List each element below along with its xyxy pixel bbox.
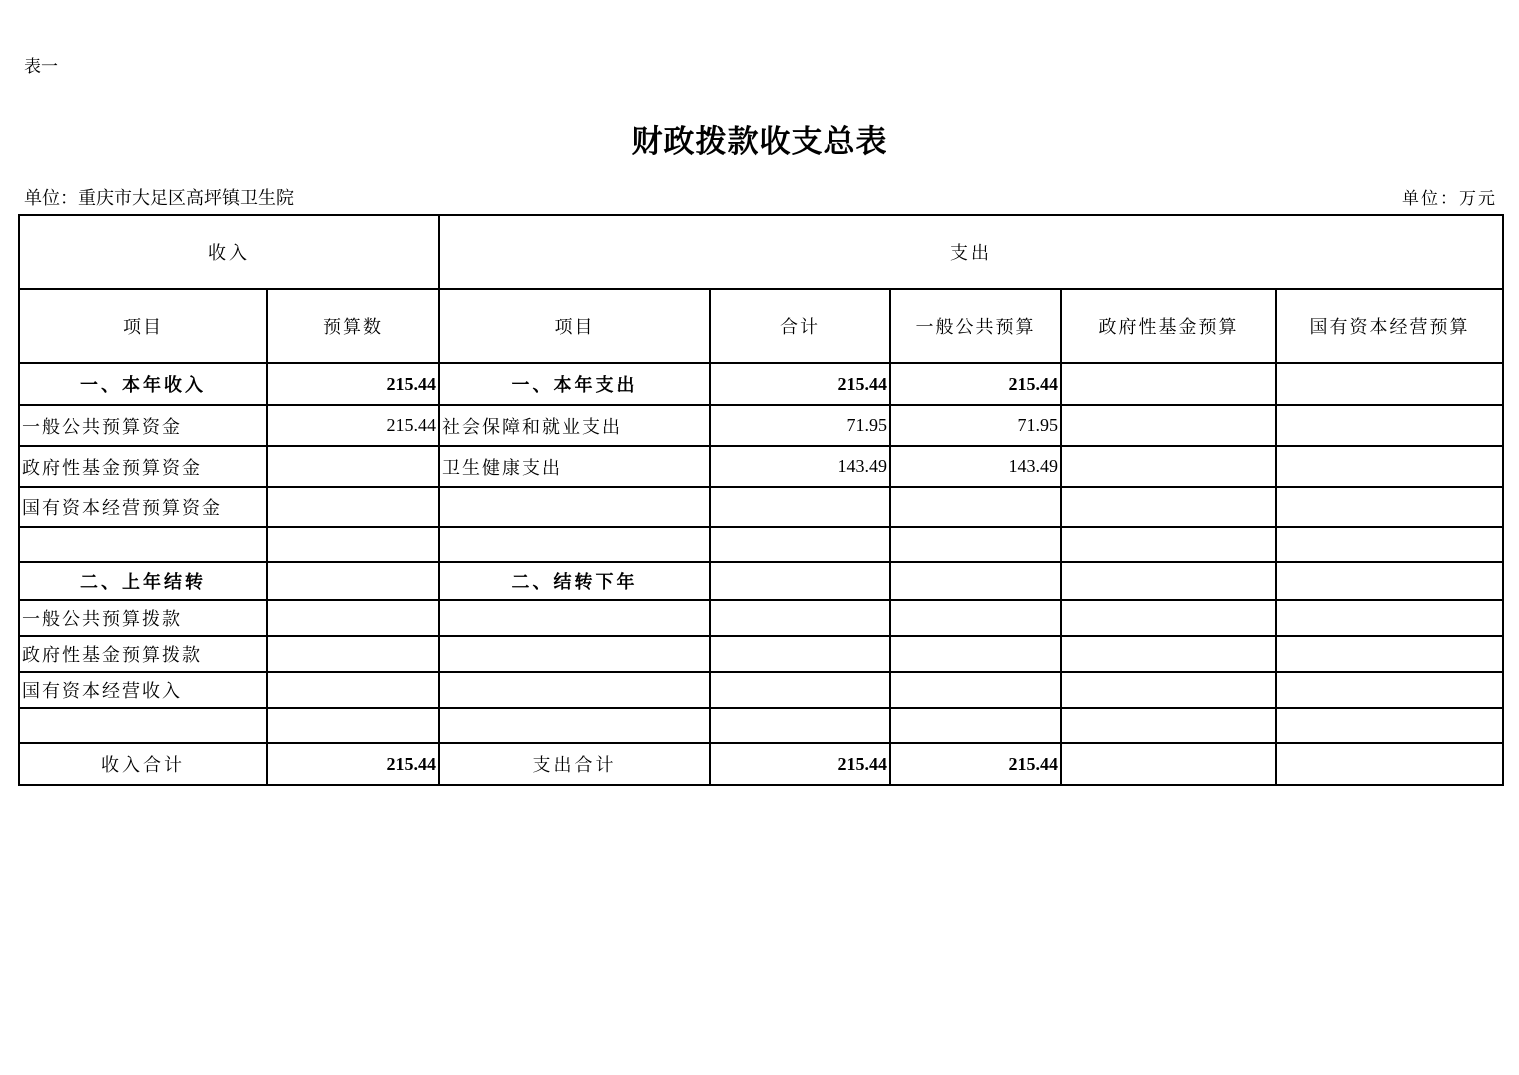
expense-total — [710, 527, 890, 562]
table-label: 表一 — [24, 57, 58, 77]
unit-currency: 单位：万元 — [1402, 189, 1497, 209]
general-budget-value: 71.95 — [890, 405, 1061, 446]
state-capital-value — [1276, 562, 1503, 600]
total-row — [19, 743, 1503, 785]
state-capital-value — [1276, 527, 1503, 562]
income-section: 一、本年收入 — [19, 363, 267, 405]
expense-item — [439, 672, 710, 708]
fund-budget-value — [1061, 636, 1276, 672]
expense-total — [710, 672, 890, 708]
general-budget-value — [890, 487, 1061, 527]
general-budget-value — [890, 708, 1061, 743]
expense-item — [439, 527, 710, 562]
income-amount: 215.44 — [267, 405, 439, 446]
page-title: 财政拨款收支总表 — [631, 124, 888, 160]
expense-section: 二、结转下年 — [439, 562, 710, 600]
fund-budget-value — [1061, 527, 1276, 562]
state-capital-value — [1276, 363, 1503, 405]
fund-budget-value — [1061, 600, 1276, 636]
income-amount — [267, 708, 439, 743]
fund-budget-value — [1061, 672, 1276, 708]
income-item: 政府性基金预算拨款 — [19, 636, 267, 672]
col-header-income-item: 项目 — [19, 289, 267, 363]
general-budget-value — [890, 600, 1061, 636]
col-header-state-capital-budget: 国有资本经营预算 — [1276, 289, 1503, 363]
header-group-row — [19, 215, 1503, 289]
expense-total — [710, 562, 890, 600]
header-column-row — [19, 289, 1503, 363]
income-amount — [267, 636, 439, 672]
expense-total — [710, 487, 890, 527]
expense-total: 143.49 — [710, 446, 890, 487]
state-capital-value — [1276, 446, 1503, 487]
fund-budget-total — [1061, 743, 1276, 785]
table-row — [19, 405, 1503, 446]
income-item — [19, 708, 267, 743]
income-total-amount: 215.44 — [267, 743, 439, 785]
table-row — [19, 562, 1503, 600]
expense-total: 215.44 — [710, 363, 890, 405]
col-header-expense-item: 项目 — [439, 289, 710, 363]
general-budget-value: 143.49 — [890, 446, 1061, 487]
expense-total — [710, 600, 890, 636]
fund-budget-value — [1061, 708, 1276, 743]
state-capital-value — [1276, 405, 1503, 446]
table-row — [19, 672, 1503, 708]
state-capital-value — [1276, 487, 1503, 527]
col-header-budget-amount: 预算数 — [267, 289, 439, 363]
income-amount — [267, 562, 439, 600]
general-budget-value — [890, 562, 1061, 600]
expense-total-amount: 215.44 — [710, 743, 890, 785]
income-item: 国有资本经营收入 — [19, 672, 267, 708]
income-amount — [267, 600, 439, 636]
expense-header: 支出 — [439, 215, 1503, 289]
col-header-fund-budget: 政府性基金预算 — [1061, 289, 1276, 363]
income-amount — [267, 527, 439, 562]
expense-item: 卫生健康支出 — [439, 446, 710, 487]
general-budget-value: 215.44 — [890, 363, 1061, 405]
expense-item — [439, 600, 710, 636]
state-capital-value — [1276, 636, 1503, 672]
income-amount — [267, 487, 439, 527]
expense-total — [710, 636, 890, 672]
state-capital-total — [1276, 743, 1503, 785]
income-item: 国有资本经营预算资金 — [19, 487, 267, 527]
expense-item: 社会保障和就业支出 — [439, 405, 710, 446]
expense-total-label: 支出合计 — [439, 743, 710, 785]
fund-budget-value — [1061, 405, 1276, 446]
general-budget-total: 215.44 — [890, 743, 1061, 785]
income-section: 二、上年结转 — [19, 562, 267, 600]
income-item: 政府性基金预算资金 — [19, 446, 267, 487]
expense-item — [439, 708, 710, 743]
fund-budget-value — [1061, 446, 1276, 487]
general-budget-value — [890, 672, 1061, 708]
table-row — [19, 363, 1503, 405]
table-row — [19, 487, 1503, 527]
state-capital-value — [1276, 708, 1503, 743]
fund-budget-value — [1061, 487, 1276, 527]
table-row — [19, 527, 1503, 562]
col-header-total: 合计 — [710, 289, 890, 363]
table-row — [19, 446, 1503, 487]
state-capital-value — [1276, 600, 1503, 636]
col-header-general-budget: 一般公共预算 — [890, 289, 1061, 363]
income-item: 一般公共预算资金 — [19, 405, 267, 446]
fund-budget-value — [1061, 562, 1276, 600]
expense-section: 一、本年支出 — [439, 363, 710, 405]
table-row — [19, 600, 1503, 636]
expense-total — [710, 708, 890, 743]
income-amount — [267, 446, 439, 487]
income-total-label: 收入合计 — [19, 743, 267, 785]
expense-item — [439, 636, 710, 672]
income-item: 一般公共预算拨款 — [19, 600, 267, 636]
income-header: 收入 — [19, 215, 439, 289]
income-item — [19, 527, 267, 562]
general-budget-value — [890, 527, 1061, 562]
income-amount — [267, 672, 439, 708]
state-capital-value — [1276, 672, 1503, 708]
budget-summary-table — [18, 214, 1504, 786]
table-row — [19, 708, 1503, 743]
general-budget-value — [890, 636, 1061, 672]
expense-total: 71.95 — [710, 405, 890, 446]
fund-budget-value — [1061, 363, 1276, 405]
table-row — [19, 636, 1503, 672]
income-amount: 215.44 — [267, 363, 439, 405]
expense-item — [439, 487, 710, 527]
unit-organization: 单位：重庆市大足区高坪镇卫生院 — [24, 188, 294, 209]
